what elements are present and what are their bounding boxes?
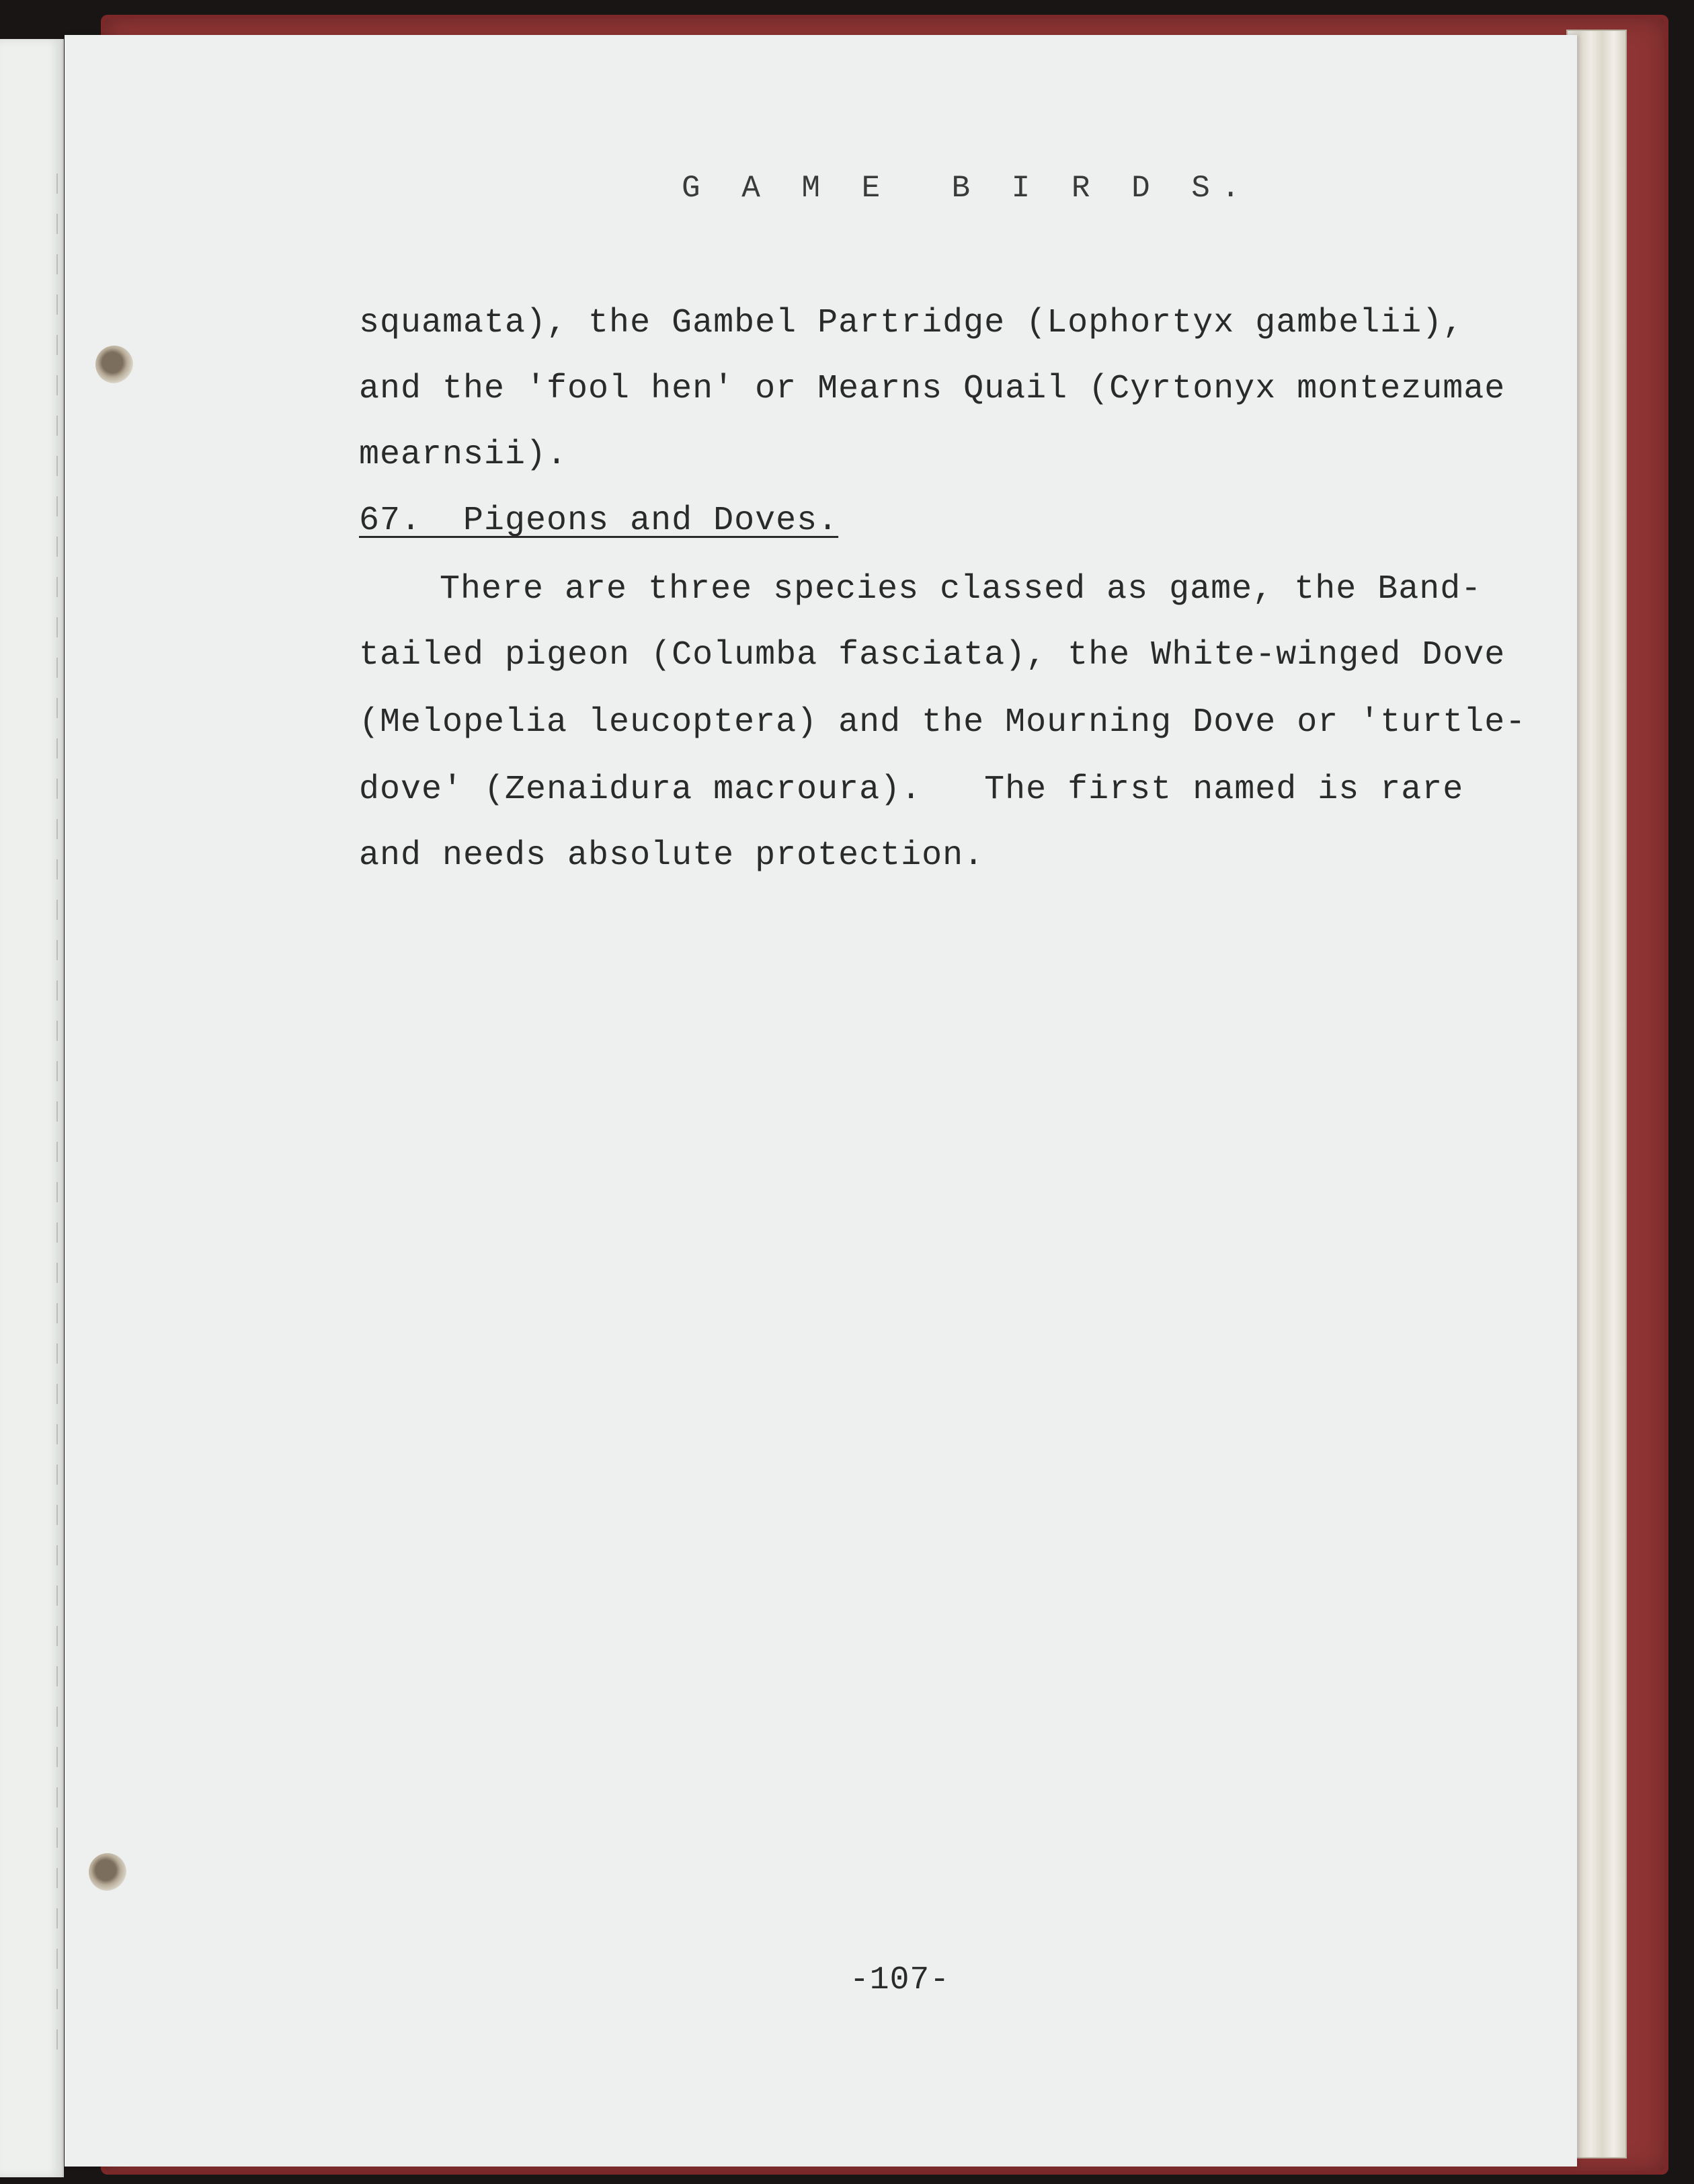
body-line: and the 'fool hen' or Mearns Quail (Cyrtonyx montezumae: [359, 370, 1506, 408]
body-line: tailed pigeon (Columba fasciata), the White-winged Dove: [359, 636, 1506, 674]
left-facing-page: [0, 39, 64, 2177]
page-number: -107-: [850, 1962, 951, 1998]
running-title: G A M E B I R D S.: [682, 171, 1252, 206]
body-line: squamata), the Gambel Partridge (Lophortyx gambelii),: [359, 304, 1464, 342]
body-line: dove' (Zenaidura macroura). The first named is rare: [359, 771, 1464, 809]
section-heading: 67. Pigeons and Doves.: [359, 502, 839, 540]
binding-stitch: [56, 173, 58, 2056]
body-line: (Melopelia leucoptera) and the Mourning Dove or 'turtle-: [359, 703, 1527, 742]
body-line: mearnsii).: [359, 436, 568, 474]
body-line: and needs absolute protection.: [359, 836, 985, 875]
document-page: [65, 35, 1577, 2167]
body-line: There are three species classed as game, the Band-: [440, 570, 1482, 609]
punch-hole-top: [95, 346, 133, 383]
punch-hole-bottom: [89, 1853, 126, 1891]
